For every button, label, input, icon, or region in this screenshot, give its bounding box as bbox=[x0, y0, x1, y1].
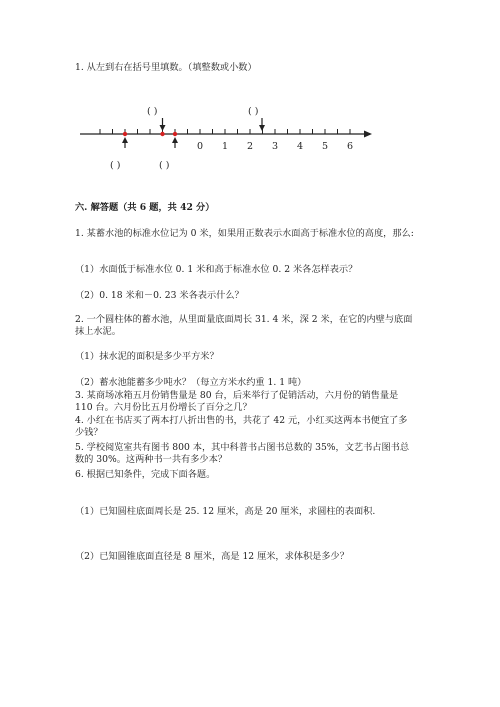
problem-4-text: 4. 小红在书店买了两本打八折出售的书，共花了 42 元，小红买这两本书便宜了多少钱？ bbox=[75, 415, 408, 438]
problem-6-sub-1: （1）已知圆柱底面周长是 25. 12 厘米，高是 20 厘米，求圆柱的表面积. bbox=[75, 506, 376, 517]
answer-bracket: ( ) bbox=[147, 106, 158, 117]
tick-label: 2 bbox=[247, 141, 254, 152]
problem-1-intro: 1. 某蓄水池的标准水位记为 0 米，如果用正数表示水面高于标准水位的高度，那么: bbox=[75, 228, 414, 239]
problem-1-sub-1: （1）水面低于标准水位 0. 1 米和高于标准水位 0. 2 米各怎样表示？ bbox=[75, 264, 358, 275]
question-1-text: 1. 从左到右在括号里填数。（填整数或小数） bbox=[75, 62, 257, 73]
problem-2-intro: 2. 一个圆柱体的蓄水池，从里面量底面周长 31. 4 米，深 2 米，在它的内壁与底面抹上水泥。 bbox=[75, 314, 413, 337]
problem-2-sub-2: （2）蓄水池能蓄多少吨水？（每立方米水约重 1. 1 吨） bbox=[75, 377, 307, 388]
number-line-figure bbox=[0, 95, 500, 175]
problem-6-sub-2: （2）已知圆锥底面直径是 8 厘米，高是 12 厘米，求体积是多少？ bbox=[75, 551, 349, 562]
section-title: 六. 解答题（共 6 题，共 42 分） bbox=[75, 202, 215, 213]
point-marker bbox=[160, 132, 164, 136]
tick-label: 6 bbox=[347, 141, 354, 152]
arrow-up-icon bbox=[122, 137, 128, 148]
answer-bracket: ( ) bbox=[248, 106, 259, 117]
arrow-down-icon bbox=[259, 118, 265, 131]
tick-label: 0 bbox=[197, 141, 204, 152]
problem-1-sub-2: （2）0. 18 米和－0. 23 米各表示什么？ bbox=[75, 290, 244, 301]
arrow-up-icon bbox=[172, 137, 178, 148]
tick-label: 4 bbox=[297, 141, 304, 152]
arrow-right-icon bbox=[364, 131, 372, 138]
problem-2-sub-1: （1）抹水泥的面积是多少平方米？ bbox=[75, 351, 219, 362]
tick-label: 1 bbox=[222, 141, 229, 152]
tick-label: 3 bbox=[272, 141, 279, 152]
problem-6-intro: 6. 根据已知条件，完成下面各题。 bbox=[75, 469, 216, 480]
answer-bracket: ( ) bbox=[110, 160, 121, 171]
answer-bracket: ( ) bbox=[159, 160, 170, 171]
arrow-down-icon bbox=[160, 118, 166, 131]
problem-5-text: 5. 学校阅览室共有图书 800 本，其中科普书占图书总数的 35%，文艺书占图书总数的 30%。这两种书一共有多少本？ bbox=[75, 442, 410, 465]
number-line-ticks bbox=[100, 129, 350, 134]
point-marker bbox=[123, 132, 127, 136]
problem-3-text: 3. 某商场冰箱五月份销售量是 80 台，后来举行了促销活动，六月份的销售量是 110 台。六月份比五月份增长了百分之几？ bbox=[75, 390, 399, 413]
tick-label: 5 bbox=[322, 141, 329, 152]
point-marker bbox=[173, 132, 177, 136]
